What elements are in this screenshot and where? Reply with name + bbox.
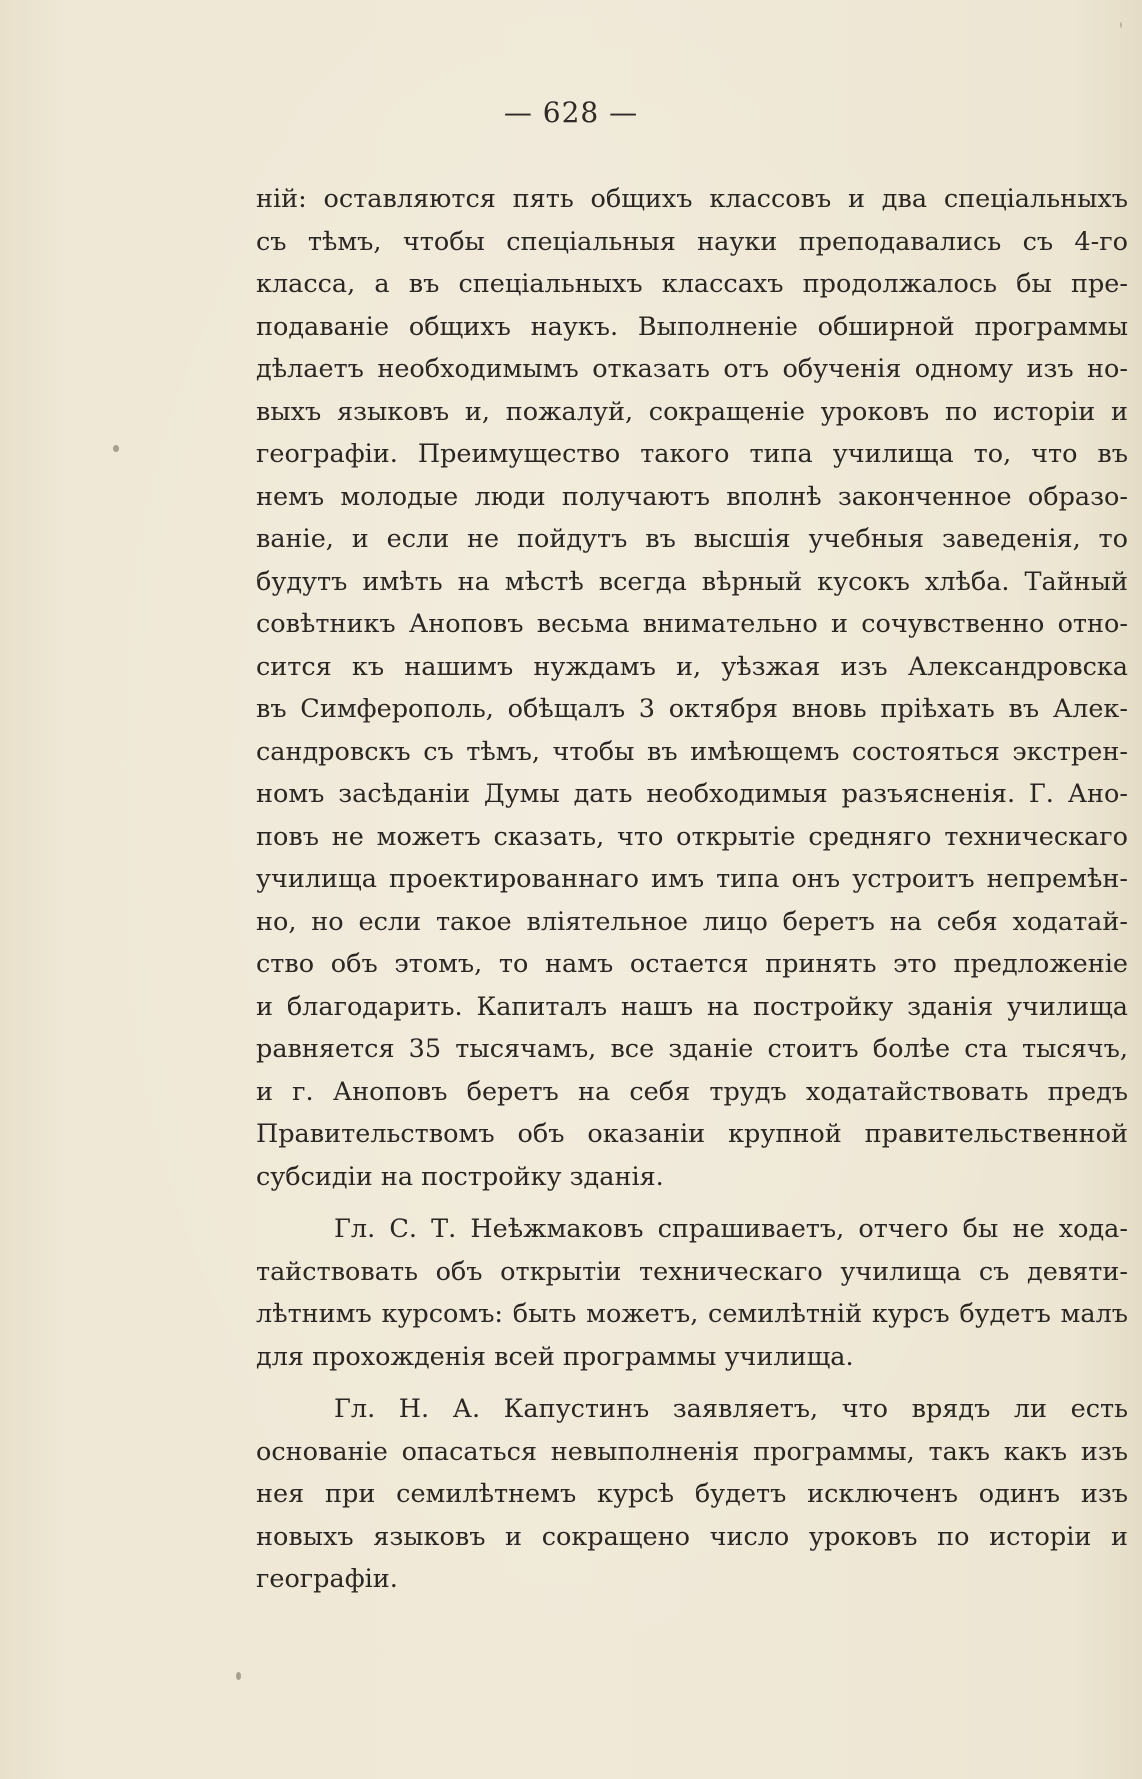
text-line: ство объ этомъ, то намъ остается принять это предложеніе <box>256 949 1128 979</box>
paragraph-1 <box>256 178 1128 1198</box>
text-line: ній: оставляются пять общихъ классовъ и два спеціальныхъ <box>256 184 1128 214</box>
text-line: выхъ языковъ и, пожалуй, сокращеніе уроковъ по исторіи и <box>256 396 1128 427</box>
text-line: Гл. Н. А. Капустинъ заявляетъ, что врядъ ли есть <box>334 1394 1128 1424</box>
paragraph-2 <box>256 1208 1128 1378</box>
text-line: сандровскъ съ тѣмъ, чтобы въ имѣющемъ состояться экстрен- <box>256 736 1128 767</box>
text-line: класса, а въ спеціальныхъ классахъ продолжалось бы пре- <box>256 269 1128 299</box>
text-line: нея при семилѣтнемъ курсѣ будетъ исключенъ одинъ изъ <box>256 1479 1128 1509</box>
text-line: тайствовать объ открытіи техническаго училища съ девяти- <box>256 1256 1128 1287</box>
text-body <box>256 178 1128 1601</box>
text-line: въ Симферополь, обѣщалъ 3 октября вновь пріѣхать въ Алек- <box>256 694 1128 724</box>
text-line: лѣтнимъ курсомъ: быть можетъ, семилѣтній курсъ будетъ малъ <box>256 1299 1128 1329</box>
paper-speck <box>236 1672 241 1680</box>
text-line: подаваніе общихъ наукъ. Выполненіе обширной программы <box>256 311 1128 342</box>
text-line: основаніе опасаться невыполненія программы, такъ какъ изъ <box>256 1436 1128 1467</box>
paper-speck <box>1120 22 1122 28</box>
text-line: будутъ имѣть на мѣстѣ всегда вѣрный кусокъ хлѣба. Тайный <box>256 566 1128 597</box>
text-line: номъ засѣданіи Думы дать необходимыя разъясненія. Г. Ано- <box>256 779 1128 809</box>
text-line: сится къ нашимъ нуждамъ и, уѣзжая изъ Александровска <box>256 651 1128 682</box>
text-line: Гл. С. Т. Неѣжмаковъ спрашиваетъ, отчего бы не хода- <box>334 1214 1128 1244</box>
paragraph-3 <box>256 1388 1128 1601</box>
text-line: географіи. Преимущество такого типа училища то, что въ <box>256 439 1128 469</box>
text-line: училища проектированнаго имъ типа онъ устроитъ непремѣн- <box>256 864 1128 894</box>
text-line: повъ не можетъ сказать, что открытіе средняго техническаго <box>256 821 1128 852</box>
text-line: субсидіи на постройку зданія. <box>256 1161 664 1192</box>
text-line: дѣлаетъ необходимымъ отказать отъ обученія одному изъ но- <box>256 354 1128 384</box>
text-line: и благодарить. Капиталъ нашъ на постройку зданія училища <box>256 991 1128 1022</box>
paragraph-gap <box>256 1198 1128 1208</box>
text-line: ваніе, и если не пойдутъ въ высшія учебныя заведенія, то <box>256 524 1128 554</box>
text-line: Правительствомъ объ оказаніи крупной правительственной <box>256 1119 1128 1149</box>
paper-speck <box>113 445 119 452</box>
text-line: равняется 35 тысячамъ, все зданіе стоитъ болѣе ста тысячъ, <box>256 1034 1128 1064</box>
text-line: съ тѣмъ, чтобы спеціальныя науки преподавались съ 4-го <box>256 226 1128 257</box>
text-line: совѣтникъ Аноповъ весьма внимательно и сочувственно отно- <box>256 609 1128 639</box>
text-line: географіи. <box>256 1564 398 1594</box>
paragraph-gap <box>256 1378 1128 1388</box>
text-line: для прохожденія всей программы училища. <box>256 1341 854 1372</box>
text-line: немъ молодые люди получаютъ вполнѣ законченное образо- <box>256 481 1128 512</box>
page-number: — 628 — <box>503 96 639 129</box>
text-line: новыхъ языковъ и сокращено число уроковъ по исторіи и <box>256 1521 1128 1552</box>
text-line: и г. Аноповъ беретъ на себя трудъ ходатайствовать предъ <box>256 1076 1128 1107</box>
text-line: но, но если такое вліятельное лицо беретъ на себя ходатай- <box>256 906 1128 937</box>
